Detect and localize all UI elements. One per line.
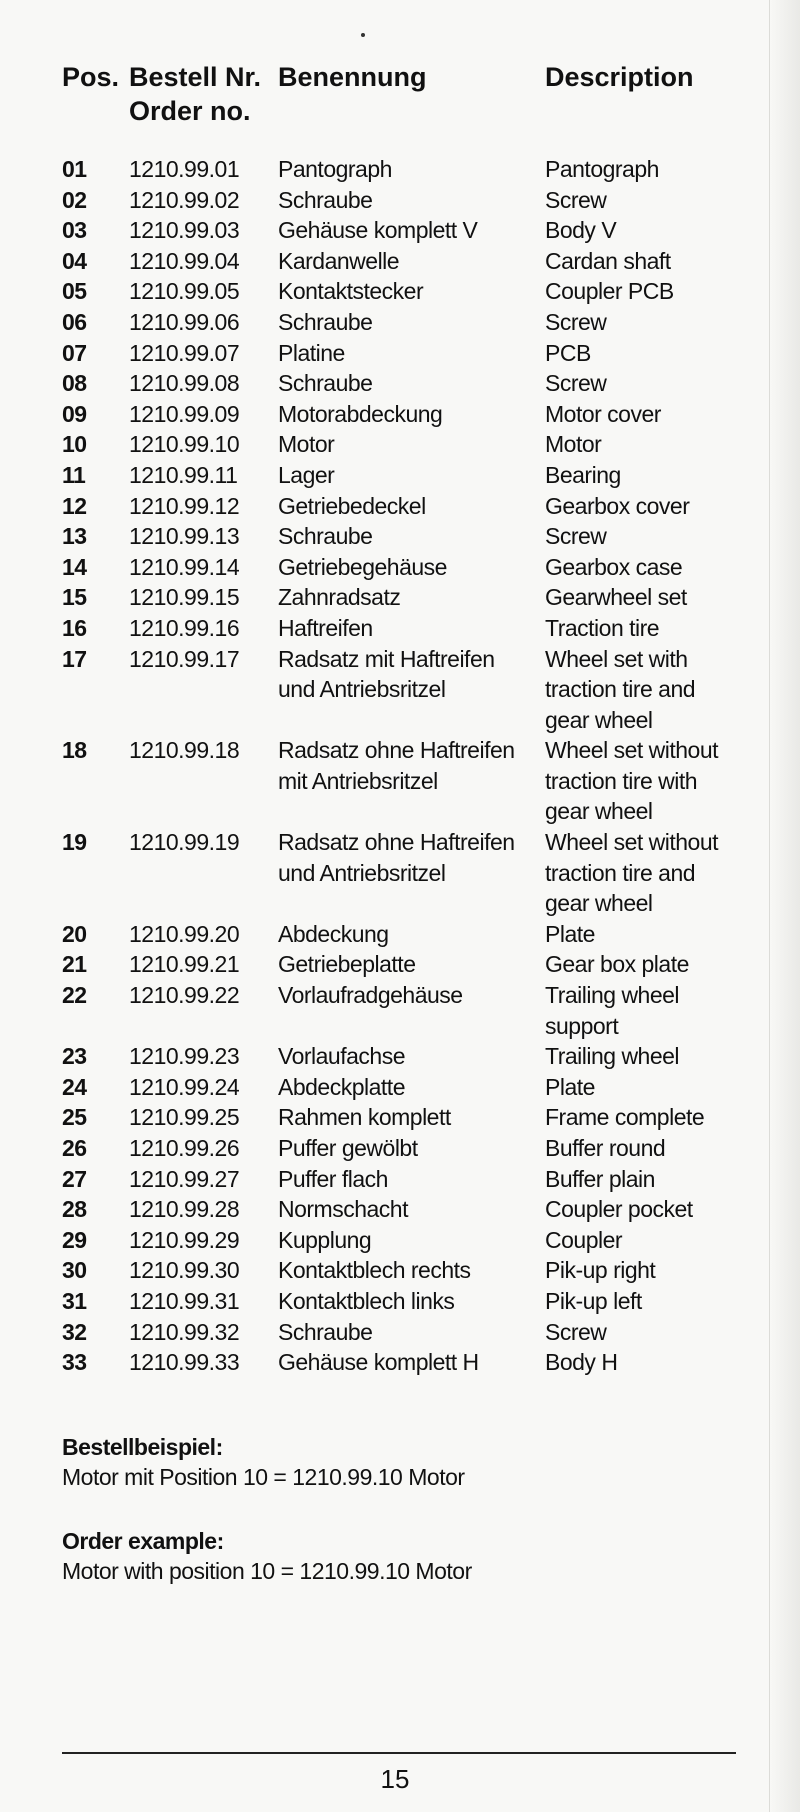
part-order-number: 1210.99.14	[129, 553, 240, 580]
part-description: Screw	[545, 523, 607, 550]
part-description: Screw	[545, 308, 607, 335]
part-description: Coupler pocket	[545, 1196, 693, 1223]
part-pos: 02	[62, 186, 87, 213]
part-name: Gehäuse komplett V	[278, 217, 478, 244]
part-order-number: 1210.99.11	[129, 461, 238, 488]
part-pos: 22	[62, 982, 87, 1009]
part-order-number: 1210.99.17	[129, 645, 240, 672]
part-name: Motorabdeckung	[278, 400, 443, 427]
part-name: Normschacht	[278, 1196, 408, 1223]
part-description: Cardan shaft	[545, 247, 671, 274]
part-name: Vorlaufradgehäuse	[278, 982, 463, 1009]
part-pos: 03	[62, 217, 87, 244]
part-pos: 09	[62, 400, 87, 427]
part-description: Coupler	[545, 1226, 623, 1253]
part-order-number: 1210.99.16	[129, 614, 240, 641]
table-row	[62, 246, 752, 277]
part-pos: 24	[62, 1073, 87, 1100]
part-pos: 21	[62, 951, 87, 978]
part-description: Wheel set with traction tire and gear wheel	[545, 645, 696, 733]
table-row	[62, 1133, 752, 1164]
part-description: Pik-up right	[545, 1257, 656, 1284]
part-order-number: 1210.99.29	[129, 1226, 240, 1253]
part-order-number: 1210.99.30	[129, 1257, 240, 1284]
example-title-en: Order example:	[62, 1528, 224, 1554]
part-pos: 06	[62, 308, 87, 335]
table-row	[62, 1102, 752, 1133]
part-pos: 10	[62, 431, 87, 458]
part-pos: 05	[62, 278, 87, 305]
part-description: Wheel set without traction tire and gear wheel	[545, 829, 719, 917]
part-order-number: 1210.99.28	[129, 1196, 240, 1223]
part-order-number: 1210.99.03	[129, 217, 240, 244]
table-row	[62, 1194, 752, 1225]
part-name: Zahnradsatz	[278, 584, 401, 611]
part-name: Radsatz ohne Haftreifen mit Antriebsritzel	[278, 737, 515, 794]
part-order-number: 1210.99.25	[129, 1104, 240, 1131]
part-name: Kardanwelle	[278, 247, 400, 274]
part-name: Pantograph	[278, 156, 392, 182]
table-row	[62, 949, 752, 980]
header-description: Description	[545, 62, 694, 92]
part-order-number: 1210.99.27	[129, 1165, 240, 1192]
part-pos: 32	[62, 1318, 87, 1345]
table-row	[62, 919, 752, 950]
table-row	[62, 735, 752, 827]
part-order-number: 1210.99.26	[129, 1135, 240, 1161]
table-row	[62, 980, 752, 1041]
part-order-number: 1210.99.12	[129, 492, 240, 519]
part-pos: 08	[62, 370, 87, 397]
table-row	[62, 1255, 752, 1286]
part-order-number: 1210.99.07	[129, 339, 240, 366]
part-name: Schraube	[278, 1318, 373, 1345]
part-order-number: 1210.99.06	[129, 308, 240, 335]
part-order-number: 1210.99.01	[129, 156, 240, 182]
part-pos: 31	[62, 1287, 87, 1314]
part-pos: 27	[62, 1165, 87, 1192]
header-order-de: Bestell Nr.	[129, 62, 262, 92]
footer-rule	[62, 1752, 736, 1754]
part-pos: 28	[62, 1196, 87, 1223]
part-description: Buffer round	[545, 1135, 666, 1161]
part-description: Trailing wheel	[545, 1043, 680, 1070]
part-description: Bearing	[545, 461, 621, 488]
part-pos: 18	[62, 737, 87, 764]
part-name: Kontaktblech links	[278, 1287, 455, 1314]
table-row	[62, 1225, 752, 1256]
part-order-number: 1210.99.13	[129, 523, 240, 550]
example-spacer	[62, 1492, 742, 1526]
part-description: Traction tire	[545, 614, 660, 641]
part-pos: 04	[62, 247, 87, 274]
part-name: Getriebegehäuse	[278, 553, 447, 580]
table-row	[62, 1286, 752, 1317]
part-description: Plate	[545, 1073, 595, 1100]
part-name: Lager	[278, 461, 335, 488]
part-name: Gehäuse komplett H	[278, 1349, 479, 1376]
table-row	[62, 215, 752, 246]
part-order-number: 1210.99.21	[129, 951, 240, 978]
parts-table-body	[62, 154, 752, 1378]
part-order-number: 1210.99.20	[129, 920, 240, 947]
part-name: Motor	[278, 431, 335, 458]
part-description: Trailing wheel support	[545, 982, 680, 1039]
part-pos: 11	[62, 461, 86, 488]
table-row	[62, 582, 752, 613]
part-name: Haftreifen	[278, 614, 373, 641]
part-description: Motor	[545, 431, 602, 458]
table-row	[62, 1072, 752, 1103]
example-text-de: Motor mit Position 10 = 1210.99.10 Motor	[62, 1464, 465, 1490]
part-order-number: 1210.99.05	[129, 278, 240, 305]
part-pos: 17	[62, 645, 87, 672]
part-order-number: 1210.99.23	[129, 1043, 240, 1070]
part-description: Frame complete	[545, 1104, 705, 1131]
print-dot	[361, 33, 365, 37]
part-order-number: 1210.99.08	[129, 370, 240, 397]
part-description: Wheel set without traction tire with gear wheel	[545, 737, 719, 825]
part-order-number: 1210.99.18	[129, 737, 240, 764]
example-text-en: Motor with position 10 = 1210.99.10 Motor	[62, 1558, 472, 1584]
part-order-number: 1210.99.19	[129, 829, 240, 856]
part-pos: 15	[62, 584, 87, 611]
part-description: PCB	[545, 339, 591, 366]
part-name: Kontaktstecker	[278, 278, 424, 305]
table-row	[62, 827, 752, 919]
part-name: Kontaktblech rechts	[278, 1257, 471, 1284]
part-pos: 23	[62, 1043, 87, 1070]
part-pos: 33	[62, 1349, 87, 1376]
part-name: Getriebedeckel	[278, 492, 426, 519]
part-name: Schraube	[278, 186, 373, 213]
table-row	[62, 521, 752, 552]
part-pos: 20	[62, 920, 87, 947]
header-pos: Pos.	[62, 62, 120, 92]
part-name: Radsatz ohne Haftreifen und Antriebsritzel	[278, 829, 515, 886]
part-pos: 13	[62, 523, 87, 550]
part-order-number: 1210.99.04	[129, 247, 240, 274]
part-name: Puffer gewölbt	[278, 1135, 418, 1161]
part-name: Getriebeplatte	[278, 951, 416, 978]
part-name: Vorlaufachse	[278, 1043, 405, 1070]
part-pos: 07	[62, 339, 87, 366]
part-description: Body H	[545, 1349, 618, 1376]
example-title-de: Bestellbeispiel:	[62, 1434, 223, 1460]
order-examples	[62, 1432, 742, 1586]
part-description: Buffer plain	[545, 1165, 655, 1192]
part-name: Puffer flach	[278, 1165, 388, 1192]
table-row	[62, 1317, 752, 1348]
part-description: Pantograph	[545, 156, 659, 182]
part-description: Motor cover	[545, 400, 661, 427]
table-row	[62, 613, 752, 644]
part-name: Radsatz mit Haftreifen und Antriebsritzel	[278, 645, 495, 703]
header-name: Benennung	[278, 62, 427, 92]
table-row	[62, 368, 752, 399]
part-order-number: 1210.99.31	[129, 1287, 240, 1314]
part-description: Coupler PCB	[545, 278, 674, 305]
part-pos: 14	[62, 553, 87, 580]
part-pos: 29	[62, 1226, 87, 1253]
parts-table-header	[62, 60, 752, 132]
part-description: Gearwheel set	[545, 584, 687, 611]
table-row	[62, 1164, 752, 1195]
part-description: Screw	[545, 1318, 607, 1345]
part-name: Kupplung	[278, 1226, 372, 1253]
part-pos: 30	[62, 1257, 87, 1284]
table-row	[62, 460, 752, 491]
part-order-number: 1210.99.32	[129, 1318, 240, 1345]
table-row	[62, 1041, 752, 1072]
part-order-number: 1210.99.10	[129, 431, 240, 458]
table-row	[62, 552, 752, 583]
part-order-number: 1210.99.22	[129, 982, 240, 1009]
table-row	[62, 276, 752, 307]
part-description: Body V	[545, 217, 617, 244]
part-description: Pik-up left	[545, 1287, 642, 1314]
part-order-number: 1210.99.09	[129, 400, 240, 427]
table-row	[62, 185, 752, 216]
part-name: Schraube	[278, 308, 373, 335]
part-name: Schraube	[278, 523, 373, 550]
header-order-en: Order no.	[129, 96, 251, 126]
table-row	[62, 1347, 752, 1378]
table-row	[62, 338, 752, 369]
table-row	[62, 491, 752, 522]
part-description: Gearbox cover	[545, 492, 690, 519]
part-pos: 25	[62, 1104, 87, 1131]
table-row	[62, 307, 752, 338]
part-description: Screw	[545, 370, 607, 397]
part-pos: 01	[62, 156, 87, 182]
part-pos: 19	[62, 829, 87, 856]
part-order-number: 1210.99.15	[129, 584, 240, 611]
header-order-number	[129, 60, 261, 128]
part-name: Schraube	[278, 370, 373, 397]
table-row	[62, 154, 752, 185]
part-description: Gear box plate	[545, 951, 689, 978]
table-row	[62, 644, 752, 736]
part-description: Screw	[545, 186, 607, 213]
part-description: Plate	[545, 920, 595, 947]
page-edge	[769, 0, 800, 1812]
part-name: Platine	[278, 339, 345, 366]
part-name: Abdeckplatte	[278, 1073, 405, 1100]
part-description: Gearbox case	[545, 553, 683, 580]
part-pos: 26	[62, 1135, 87, 1161]
table-row	[62, 429, 752, 460]
part-pos: 16	[62, 614, 87, 641]
page-number: 15	[380, 1764, 410, 1794]
table-row	[62, 399, 752, 430]
part-order-number: 1210.99.24	[129, 1073, 240, 1100]
part-pos: 12	[62, 492, 87, 519]
part-name: Abdeckung	[278, 920, 389, 947]
part-name: Rahmen komplett	[278, 1104, 451, 1131]
part-order-number: 1210.99.33	[129, 1349, 240, 1376]
part-order-number: 1210.99.02	[129, 186, 240, 213]
